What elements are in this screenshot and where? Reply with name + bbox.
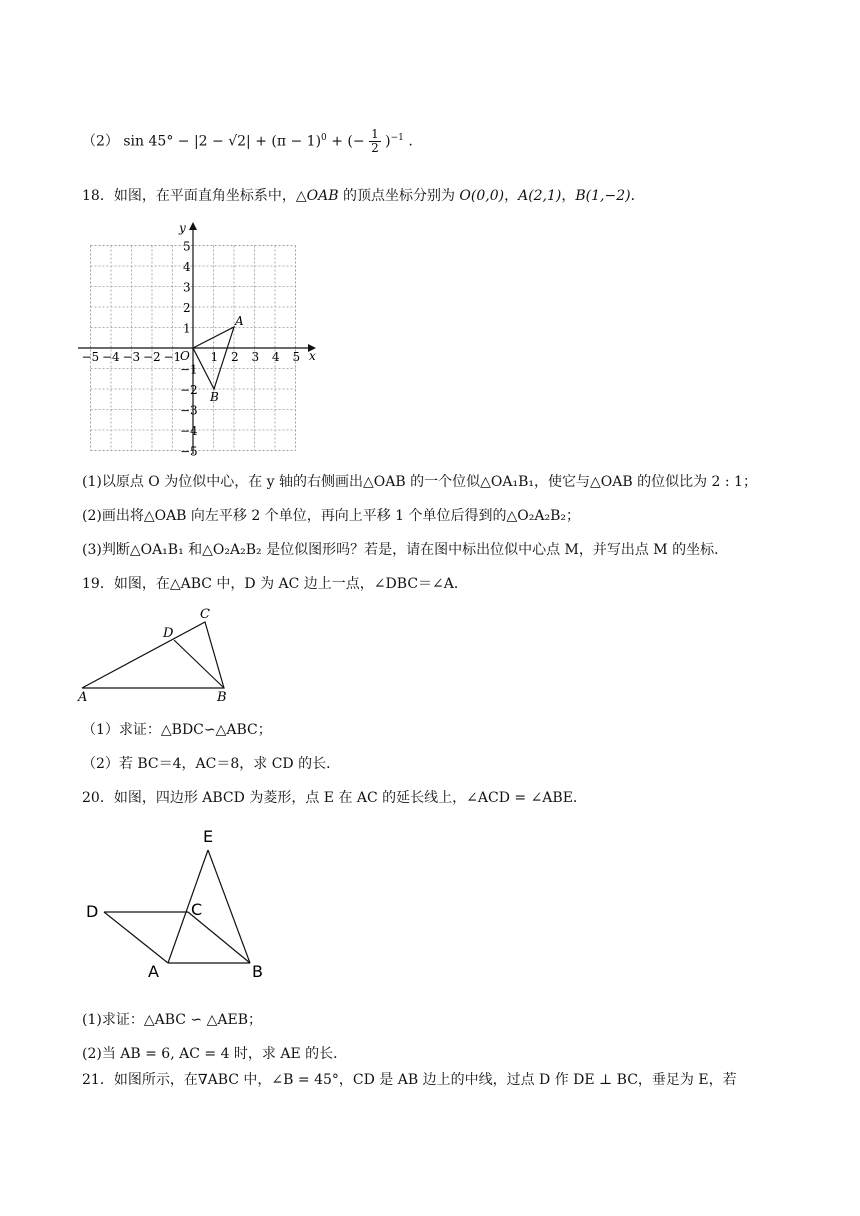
q18-stem-a: 如图，在平面直角坐标系中，△ [113,188,307,204]
q18-stem [82,186,645,206]
q20-label-a: A [148,962,159,980]
point-a-label: A [235,314,244,328]
x-tick-label: −3 [122,350,141,364]
y-tick-label: 5 [183,239,191,254]
q18-sub3: (3)判断△OA₁B₁ 和△O₂A₂B₂ 是位似图形吗？若是，请在图中标出位似中心点 M，并写出点 M 的坐标． [82,542,729,558]
q18-sub1: (1)以原点 O 为位似中心，在 y 轴的右侧画出△OAB 的一个位似△OA₁B₁，使它与△OAB 的位似比为 2 : 1； [82,474,757,490]
q21-stem-text: 如图所示，在∇ABC 中，∠B = 45°，CD 是 AB 边上的中线，过点 D 作 DE ⊥ BC，垂足为 E，若 [113,1072,737,1088]
y-tick-label: −3 [180,403,198,418]
origin-label: O [180,349,190,363]
x-tick-label: 4 [272,350,280,364]
triangle-abc [82,622,224,688]
q18-stem-oab: OAB [306,188,339,204]
q20-label-b: B [252,962,263,980]
y-tick-label: 4 [183,260,191,274]
q18-sep2: ， [561,188,576,204]
q17-exp-neg1: −1 [390,133,404,143]
q20-number: 20． [82,790,114,806]
q17-part2-expr-b: + (− [331,133,365,150]
y-tick-label: 1 [183,321,191,336]
q20-label-e: E [203,827,214,846]
q19-stem-text: 如图，在△ABC 中，D 为 AC 边上一点，∠DBC＝∠A． [113,576,468,592]
y-tick-label: −5 [180,444,198,459]
q17-part2 [82,128,413,155]
q17-fraction [369,128,381,155]
y-axis-arrow [189,222,197,230]
q21-number: 21． [82,1072,114,1088]
y-tick-label: −1 [180,362,198,377]
q18-period: ． [630,188,645,204]
q19-sub1: （1）求证：△BDC∽△ABC； [82,722,272,738]
q19-stem [82,574,468,594]
y-tick-label: −2 [180,383,198,397]
q17-exp0: 0 [321,133,327,143]
q18-stem-b: 的顶点坐标分别为 [338,188,460,204]
x-tick-label: −2 [143,350,161,364]
q20-stem-text: 如图，四边形 ABCD 为菱形，点 E 在 AC 的延长线上，∠ACD = ∠ABE． [113,790,587,806]
q20-stem [82,788,587,808]
y-tick-label: −4 [180,424,198,438]
q21-stem [82,1070,737,1090]
q20-figure [80,820,280,980]
q17-part2-expr-a: sin 45° − |2 − √2| + (π − 1) [123,133,322,150]
q19-label-d: D [163,626,174,641]
q19-sub2: （2）若 BC＝4，AC＝8，求 CD 的长． [82,756,341,772]
q17-frac-den: 2 [371,141,379,156]
q19-number: 19． [82,576,114,592]
q19-label-a: A [78,690,88,704]
x-tick-label: 3 [251,350,260,364]
q19-figure [76,604,246,704]
q17-part2-end: . [408,133,413,150]
segment-da [104,912,168,963]
q20-label-c: C [191,900,203,919]
q20-label-d: D [86,902,99,921]
q18-sep1: ， [504,188,519,204]
q17-frac-num: 1 [371,127,379,142]
x-tick-label: 2 [231,350,239,364]
q18-pt-a: A(2,1) [518,188,562,204]
x-tick-label: 5 [292,350,301,364]
q18-coordinate-grid [76,214,336,464]
q17-part2-expr-c: ) [385,133,391,150]
y-axis-label: y [179,221,186,235]
y-tick-label: 3 [183,280,191,295]
q18-pt-o: O(0,0) [459,188,505,204]
x-tick-label: 1 [210,350,219,364]
q17-part2-label: （2） [82,133,119,150]
x-tick-label: −1 [163,350,182,364]
q18-pt-b: B(1,−2) [575,188,631,204]
y-tick-label: 2 [183,301,191,315]
q18-sub2: (2)画出将△OAB 向左平移 2 个单位，再向上平移 1 个单位后得到的△O₂A₂B₂； [82,508,581,524]
point-b-label: B [210,390,219,404]
q19-label-b: B [217,690,227,704]
x-tick-label: −5 [81,350,100,364]
q19-label-c: C [200,607,210,622]
q20-sub1: (1)求证：△ABC ∽ △AEB； [82,1012,262,1028]
q20-sub2: (2)当 AB = 6, AC = 4 时，求 AE 的长． [82,1046,348,1062]
x-tick-label: −4 [102,350,120,364]
q18-number: 18． [82,188,114,204]
x-axis-label: x [309,349,316,363]
